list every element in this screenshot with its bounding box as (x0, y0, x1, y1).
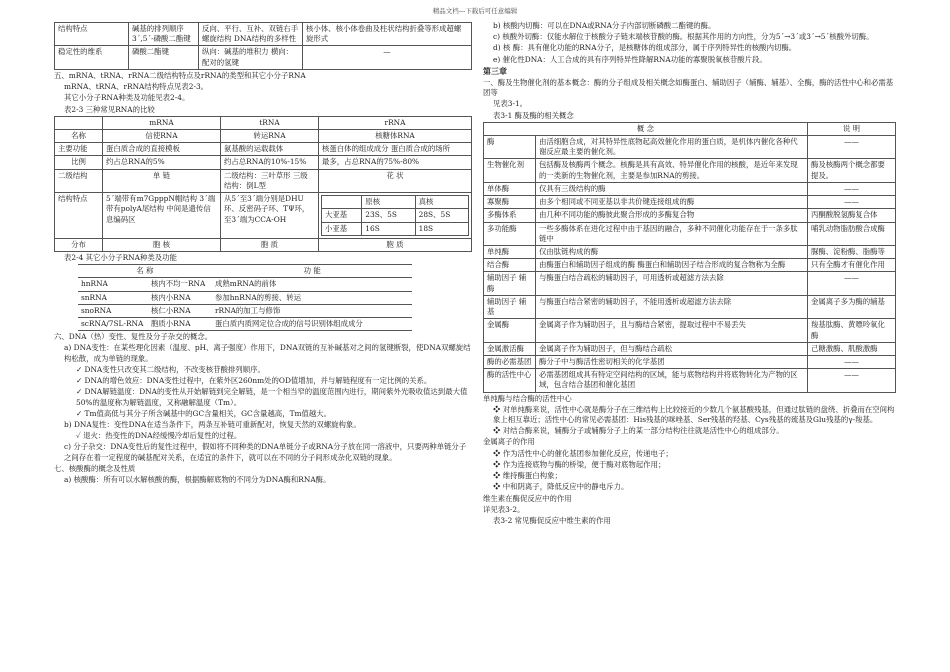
rna-comparison-table (54, 116, 472, 252)
list-item: ❖ 作为连接底物与酶的桥梁，便于酶对底物起作用； (493, 459, 666, 469)
table-row: 比例 约占总RNA的5% 约占总RNA的10%-15% 最多，占总RNA的75%-80% (55, 156, 472, 169)
table-row: 稳定性的维系 磷酸二酯键 纵向：碱基的堆积力 横向：配对的氢键 — (55, 46, 472, 69)
section-title: 维生素在酶促反应中的作用 (483, 493, 572, 503)
section-title: 一、酶及生物催化剂的基本概念：酶的分子组成及相关概念如酶蛋白、辅助因子（辅酶、辅基）、全酶，酶的活性中心和必需基团等 (483, 77, 894, 98)
table-row: 酶 由活细胞合成，对其特异性底物起高效催化作用的蛋白质，是机体内催化各种代谢反应最主要的催化剂。 —— (484, 136, 896, 159)
right-column: b) 核酸内切酶：可以在DNA或RNA分子内部切断磷酸二酯键的酶。 c) 核酸外切酶：仅能水解位于核酸分子链末端核苷酸的酶。根据其作用的方向性，分为5ˊ→3ˊ或3ˊ→5ˊ核酸外切酶。 d) 核 酶：具有催化功能的RNA分子，是核糖体的组成部分，属于序列特异性的核酸内切酶。 e) 催化性DNA：人工合成的具有序列特异性降解RNA功能的寡聚脱氧核苷酸片段。 第三章 一、酶及生物催化剂的基本概念：酶的分子组成及相关概念如酶蛋白、辅助因子（辅酶、辅基）、全酶，酶的活性中心和必需基团等 见表3-1。 表3-1 酶及酶的相关概念 概 念 说 明 酶 由活细胞合成，对其特异性底物起高效催化作用的蛋白质，是机体内催化各种代谢反应最主要的催化剂。 —— 生物催化剂 包括酶及核酶两个概念。核酶是具有高效、特异催化作用的核酸，是近年来发现的一类新的生物催化剂，主要是参加RNA的剪接。 酶及核酶两个概念都要提及。 单体酶 仅具有三级结构的酶 —— 寡聚酶 由多个相同或不同亚基以非共价键连接组成的酶 —— 多酶体系 由几种不同功能的酶彼此聚合形成的多酶复合物 丙酮酸脱氢酶复合体 多功能酶 一些多酶体系在进化过程中由于基因的融合，多种不同催化功能存在于一条多肽链中 哺乳动物脂肪酸合成酶 单纯酶 仅由肽链构成的酶 脲酶、淀粉酶、脂酶等 结合酶 由酶蛋白和辅助因子组成的酶 酶蛋白和辅助因子结合形成的复合物称为全酶 只有全酶才有催化作用 辅助因子 辅酶 与酶蛋白结合疏松的辅助因子，可用透析或超滤方法去除 —— 辅助因子 辅基 与酶蛋白结合紧密的辅助因子，不能用透析或超滤方法去除 金属离子多为酶的辅基 金属酶 金属离子作为辅助因子，且与酶结合紧密，提取过程中不易丢失 羧基肽酶、黄嘌呤氧化酶 金属激活酶 金属离子作为辅助因子，但与酶结合疏松 己糖激酶、肌酸激酶 酶的必需基团 酶分子中与酶活性密切相关的化学基团 —— 酶的活性中心 必需基团组成具有特定空间结构的区域，能与底物结构并将底物转化为产物的区域，包含结合基团和催化基团 —— 单纯酶与结合酶的活性中心 ❖ 对单纯酶来说，活性中心就是酶分子在三维结构上比较接近的少数几个氨基酸残基，但通过肽链的盘绕、折叠而在空间构象上相互靠近；活性中心的常见必需基团：His残基的咪唑基、Ser残基的羟基、Cys残基的巯基及Glu残基的γ-羧基。 ❖ 对结合酶来说，辅酶分子或辅酶分子上的某一部分结构往往就是活性中心的组成部分。 金属离子的作用 ❖ 作为活性中心的催化基团参加催化反应，传递电子； ❖ 作为连接底物与酶的桥梁，便于酶对底物起作用； ❖ 维持酶蛋白构象； ❖ 中和阴离子，降低反应中的静电斥力。 维生素在酶促反应中的作用 详见表3-2。 表3-2 常见酶促反应中维生素的作用 (483, 21, 895, 525)
table-row: snoRNA 核仁小RNA rRNA的加工与修饰 (78, 304, 412, 317)
table-caption: 表3-2 常见酶促反应中维生素的作用 (493, 516, 611, 525)
table-row: 多功能酶 一些多酶体系在进化过程中由于基因的融合，多种不同催化功能存在于一条多肽链中 哺乳动物脂肪酸合成酶 (484, 222, 896, 245)
table-header-row: 名 称 功 能 (78, 265, 412, 278)
list-item: b) 核酸内切酶：可以在DNA或RNA分子内部切断磷酸二酯键的酶。 (493, 21, 716, 30)
table-row: 单体酶 仅具有三级结构的酶 —— (484, 182, 896, 195)
table-row: 多酶体系 由几种不同功能的酶彼此聚合形成的多酶复合物 丙酮酸脱氢酶复合体 (484, 209, 896, 222)
table-caption: 表3-1 酶及酶的相关概念 (493, 110, 574, 120)
table-row: 结合酶 由酶蛋白和辅助因子组成的酶 酶蛋白和辅助因子结合形成的复合物称为全酶 只有全酶才有催化作用 (484, 259, 896, 272)
left-column: 结构特点 碱基的排列顺序 3ˊ,5ˊ-磷酸二酯键 反向、平行、互补、双链右手螺旋结构 DNA结构的多样性 核小体、核小体卷曲及柱状结构折叠等形成超螺旋形式 稳定性的维系 磷酸二酯键 纵向：碱基的堆积力 横向：配对的氢键 — 五、mRNA、tRNA、rRNA二级结构特点及rRNA的类型和其它小分子RNA mRNA、tRNA、rRNA结构特点见表2-3。 其它小分子RNA种类及功能见表2-4。 表2-3 三种常见RNA的比较 mRNA tRNA rRNA 名称 信使RNA 转运RNA 核糖体RNA 主要功能 蛋白质合成的直接模板 氨基酸的运载载体 核蛋白体的组成成分 蛋白质合成的场所 比例 约占总RNA的5% 约占总RNA的10%-15% 最多，占总RNA的75%-80% 二级结构 单 链 二级结构：三叶草形 三级结构：倒L型 花 状 结构特点 5ˊ端带有m7GpppN帽结构 3ˊ端带有polyA尾结构 中间是遗传信息编码区 从5ˊ至3ˊ端分别是DHU环、反密码子环、TΨ环，至3ˊ端为CCA-OH 原核 真核 大亚基 23S、5S 28S、5S 小亚基 16S 18S 分布 胞 核 胞 质 胞 质 表2-4 其它小分子RNA种类及功能 名 称 功 能 hnRNA 核内不均一RNA 成熟mRNA的前体 snRNA 核内小RNA 参加hnRNA的剪接、转运 snoRNA 核仁小RNA rRNA的加工与修饰 scRNA/7SL-RNA 胞质小RNA 蛋白质内质网定位合成的信号识别体组成成分 六、DNA（热）变性、复性及分子杂交的概念。 a) DNA变性：在某些理化因素（温度、pH、离子强度）作用下，DNA双链的互补碱基对之间的氢键断裂，使DNA双螺旋结构松散，成为单链的现象。 ✓ DNA变性只改变其二级结构，不改变核苷酸排列顺序。 ✓ DNA的增色效应：DNA变性过程中，在紫外区260nm处的OD值增加，并与解链程度有一定比例的关系。 ✓ DNA解链温度：DNA的变性从开始解链到完全解链，是一个相当窄的温度范围内进行，期间紫外光吸收值达到最大值50%的温度称为解链温度，又称融解温度（Tm）。 ✓ Tm值高低与其分子所含碱基中的GC含量相关，GC含量越高，Tm值越大。 b) DNA复性：变性DNA在适当条件下，两条互补链可重新配对，恢复天然的双螺旋构象。 ✓ 退火：热变性的DNA经缓慢冷却后复性的过程。 c) 分子杂交：DNA变性后的复性过程中，假如将不同种类的DNA单链分子或RNA分子放在同一溶液中，只要两种单链分子之间存在着一定程度的碱基配对关系，在适宜的条件下，就可以在不同的分子间形成杂化双链的现象。 七、核酸酶的概念及性质 a) 核酸酶：所有可以水解核酸的酶，根据酶解底物的不同分为DNA酶和RNA酶。 (54, 24, 471, 485)
list-item: ✓ 退火：热变性的DNA经缓慢冷却后复性的过程。 (76, 431, 242, 441)
table-row: 生物催化剂 包括酶及核酶两个概念。核酶是具有高效、特异催化作用的核酸，是近年来发现的一类新的生物催化剂，主要是参加RNA的剪接。 酶及核酶两个概念都要提及。 (484, 159, 896, 182)
table-header-row: mRNA tRNA rRNA (55, 116, 472, 129)
list-item: a) 核酸酶：所有可以水解核酸的酶，根据酶解底物的不同分为DNA酶和RNA酶。 (64, 475, 331, 485)
enzyme-concept-table (483, 122, 896, 393)
list-item: b) DNA复性：变性DNA在适当条件下，两条互补链可重新配对，恢复天然的双螺旋构象。 (64, 420, 361, 429)
dna-structure-table (54, 22, 472, 70)
list-item: ✓ DNA变性只改变其二级结构，不改变核苷酸排列顺序。 (76, 364, 265, 374)
list-item: ✓ DNA的增色效应：DNA变性过程中，在紫外区260nm处的OD值增加，并与解链程度有一定比例的关系。 (76, 376, 432, 386)
table-row: 寡聚酶 由多个相同或不同亚基以非共价键连接组成的酶 —— (484, 196, 896, 209)
table-row: 辅助因子 辅酶 与酶蛋白结合疏松的辅助因子，可用透析或超滤方法去除 —— (484, 272, 896, 295)
section-title: 单纯酶与结合酶的活性中心 (483, 393, 572, 403)
table-caption: 表2-3 三种常见RNA的比较 (64, 104, 155, 114)
list-item: ❖ 作为活性中心的催化基团参加催化反应，传递电子； (493, 448, 673, 458)
table-row: 辅助因子 辅基 与酶蛋白结合紧密的辅助因子，不能用透析或超滤方法去除 金属离子多为酶的辅基 (484, 295, 896, 318)
table-row: 分布 胞 核 胞 质 胞 质 (55, 238, 472, 251)
list-item: c) 分子杂交：DNA变性后的复性过程中，假如将不同种类的DNA单链分子或RNA分子放在同一溶液中，只要两种单链分子之间存在着一定程度的碱基配对关系，在适宜的条件下，就可以在不同的分子间形成杂化双链的现象。 (64, 442, 467, 462)
table-row: 主要功能 蛋白质合成的直接模板 氨基酸的运载载体 核蛋白体的组成成分 蛋白质合成的场所 (55, 143, 472, 156)
section-title: 七、核酸酶的概念及性质 (54, 463, 136, 473)
table-row: 名称 信使RNA 转运RNA 核糖体RNA (55, 129, 472, 142)
section-title: 六、DNA（热）变性、复性及分子杂交的概念。 (54, 332, 213, 342)
table-header-row: 概 念 说 明 (484, 122, 896, 135)
list-item: ❖ 中和阴离子，降低反应中的静电斥力。 (493, 482, 629, 492)
small-rna-table (78, 264, 412, 331)
table-row: 金属激活酶 金属离子作为辅助因子，但与酶结合疏松 己糖激酶、肌酸激酶 (484, 342, 896, 355)
page-header: 精品文档---下载后可任意编辑 (432, 7, 518, 15)
table-row: 结构特点 碱基的排列顺序 3ˊ,5ˊ-磷酸二酯键 反向、平行、互补、双链右手螺旋结构 DNA结构的多样性 核小体、核小体卷曲及柱状结构折叠等形成超螺旋形式 (55, 23, 472, 46)
table-row: 结构特点 5ˊ端带有m7GpppN帽结构 3ˊ端带有polyA尾结构 中间是遗传信息编码区 从5ˊ至3ˊ端分别是DHU环、反密码子环、TΨ环，至3ˊ端为CCA-OH 原核 真核 大亚基 23S、5S 28S、5S 小亚基 16S 18S (55, 193, 472, 239)
table-row: 金属酶 金属离子作为辅助因子，且与酶结合紧密，提取过程中不易丢失 羧基肽酶、黄嘌呤氧化酶 (484, 319, 896, 342)
list-item: ✓ Tm值高低与其分子所含碱基中的GC含量相关，GC含量越高，Tm值越大。 (76, 408, 332, 418)
table-row: 酶的必需基团 酶分子中与酶活性密切相关的化学基团 —— (484, 355, 896, 368)
table-caption: 表2-4 其它小分子RNA种类及功能 (64, 252, 177, 262)
chapter-title: 第三章 (483, 65, 507, 76)
list-item: ❖ 维持酶蛋白构象； (493, 471, 562, 481)
list-item: ❖ 对单纯酶来说，活性中心就是酶分子在三维结构上比较接近的少数几个氨基酸残基，但通过肽链的盘绕、折叠而在空间构象上相互靠近；活性中心的常见必需基团：His残基的咪唑基、Ser残基的羟基、Cys残基的巯基及Glu残基的γ-羧基。 (493, 404, 895, 425)
list-item: c) 核酸外切酶：仅能水解位于核酸分子链末端核苷酸的酶。根据其作用的方向性，分为5ˊ→3ˊ或3ˊ→5ˊ核酸外切酶。 (493, 32, 874, 42)
section-title: 金属离子的作用 (483, 437, 535, 447)
table-row: snRNA 核内小RNA 参加hnRNA的剪接、转运 (78, 291, 412, 304)
list-item: a) DNA变性：在某些理化因素（温度、pH、离子强度）作用下，DNA双链的互补碱基对之间的氢键断裂，使DNA双螺旋结构松散，成为单链的现象。 (64, 343, 471, 363)
table-row: 单纯酶 仅由肽链构成的酶 脲酶、淀粉酶、脂酶等 (484, 245, 896, 258)
list-item: e) 催化性DNA：人工合成的具有序列特异性降解RNA功能的寡聚脱氧核苷酸片段。 (493, 54, 767, 64)
section-title: 五、mRNA、tRNA、rRNA二级结构特点及rRNA的类型和其它小分子RNA (54, 70, 306, 80)
table-row: 酶的活性中心 必需基团组成具有特定空间结构的区域，能与底物结构并将底物转化为产物的区域，包含结合基团和催化基团 —— (484, 369, 896, 392)
table-row: scRNA/7SL-RNA 胞质小RNA 蛋白质内质网定位合成的信号识别体组成成分 (78, 318, 412, 331)
list-item: ✓ DNA解链温度：DNA的变性从开始解链到完全解链，是一个相当窄的温度范围内进行，期间紫外光吸收值达到最大值50%的温度称为解链温度，又称融解温度（Tm）。 (76, 387, 468, 407)
table-row: hnRNA 核内不均一RNA 成熟mRNA的前体 (78, 278, 412, 291)
list-item: d) 核 酶：具有催化功能的RNA分子，是核糖体的组成部分，属于序列特异性的核酸内切酶。 (493, 43, 797, 53)
table-row: 二级结构 单 链 二级结构：三叶草形 三级结构：倒L型 花 状 (55, 169, 472, 192)
list-item: ❖ 对结合酶来说，辅酶分子或辅酶分子上的某一部分结构往往就是活性中心的组成部分。 (493, 426, 784, 436)
ribosome-subunit-table: 原核 真核 大亚基 23S、5S 28S、5S 小亚基 16S 18S (321, 195, 469, 236)
